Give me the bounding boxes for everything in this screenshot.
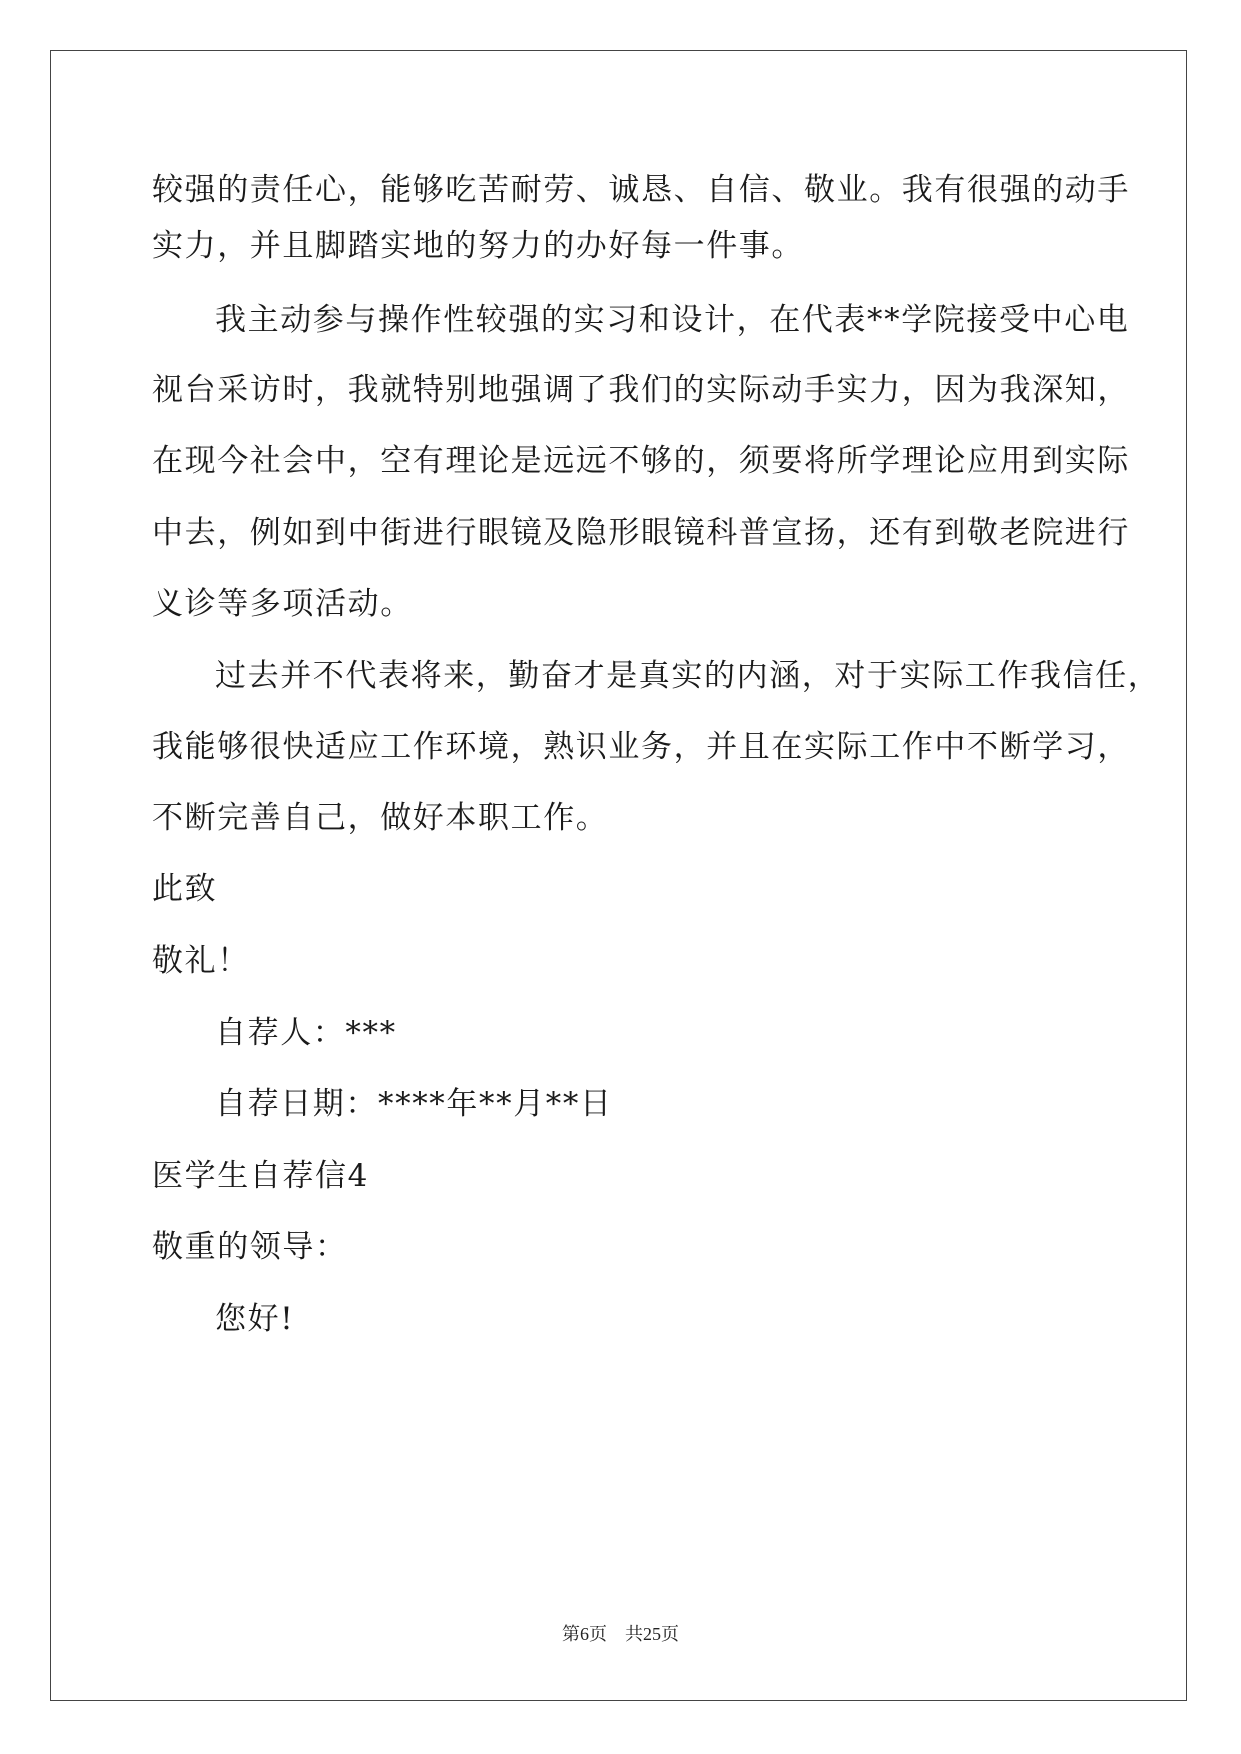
greeting-hello: 您好! xyxy=(215,1301,295,1337)
page-number: 第6页 xyxy=(562,1624,607,1644)
closing-salutation: 此致 xyxy=(152,871,218,907)
body-line-3: 我主动参与操作性较强的实习和设计，在代表**学院接受中心电 xyxy=(215,302,1130,338)
signature-date: 自荐日期：****年**月**日 xyxy=(215,1086,613,1122)
body-line-7: 义诊等多项活动。 xyxy=(152,586,413,622)
body-line-6: 中去，例如到中街进行眼镜及隐形眼镜科普宣扬，还有到敬老院进行 xyxy=(152,515,1130,551)
page-footer xyxy=(0,1620,1241,1646)
body-line-9: 我能够很快适应工作环境，熟识业务，并且在实际工作中不断学习， xyxy=(152,729,1130,765)
greeting-recipient: 敬重的领导： xyxy=(152,1229,348,1265)
body-line-5: 在现今社会中，空有理论是远远不够的，须要将所学理论应用到实际 xyxy=(152,443,1130,479)
body-line-10: 不断完善自己，做好本职工作。 xyxy=(152,800,609,836)
body-line-4: 视台采访时，我就特别地强调了我们的实际动手实力，因为我深知， xyxy=(152,372,1130,408)
closing-regards: 敬礼！ xyxy=(152,943,250,979)
body-line-2: 实力，并且脚踏实地的努力的办好每一件事。 xyxy=(152,228,804,264)
section-title: 医学生自荐信4 xyxy=(152,1158,369,1194)
page-total: 共25页 xyxy=(625,1624,679,1644)
body-line-8: 过去并不代表将来，勤奋才是真实的内涵，对于实际工作我信任， xyxy=(215,658,1161,694)
body-line-1: 较强的责任心，能够吃苦耐劳、诚恳、自信、敬业。我有很强的动手 xyxy=(152,172,1130,208)
signature-name: 自荐人：*** xyxy=(215,1015,397,1051)
page-border xyxy=(50,50,1187,1701)
